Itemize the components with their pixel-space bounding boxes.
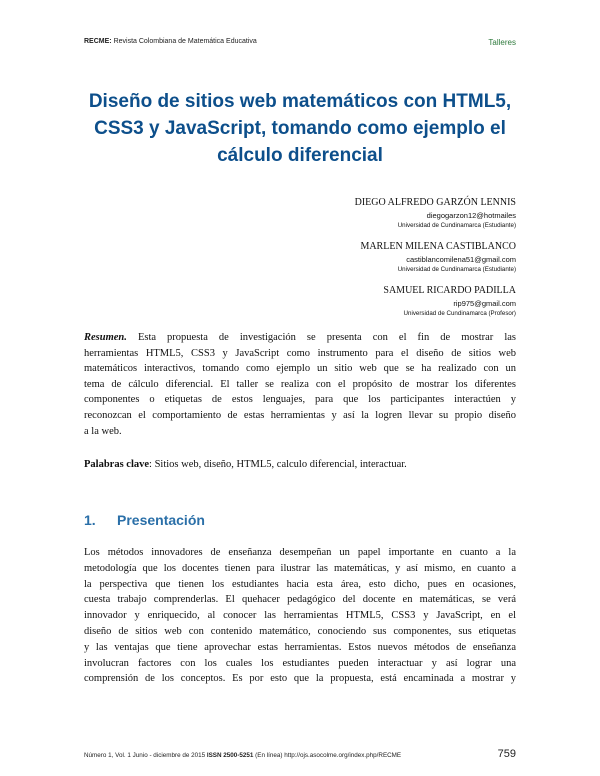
author-list: [216, 196, 516, 328]
author-name: MARLEN MILENA CASTIBLANCO: [360, 241, 516, 252]
body-line: y las ventajas que tiene aprovechar estas herramientas. Estos nuevos métodos de enseñanza: [84, 641, 516, 653]
section-heading: [84, 512, 205, 528]
author-affiliation: Universidad de Cundinamarca (Estudiante): [397, 222, 516, 229]
keywords-label: Palabras clave: [84, 459, 150, 470]
footer-online: (En línea): [255, 752, 283, 759]
body-paragraph: [84, 545, 516, 687]
page-number: 759: [497, 748, 516, 760]
page-footer: [84, 748, 516, 764]
author-block: [216, 284, 516, 318]
journal-abbreviation: RECME:: [84, 38, 112, 45]
abstract-line: tema de cálculo diferencial. El taller se realiza con el propósito de mostrar los diferentes: [84, 378, 516, 390]
author-affiliation: Universidad de Cundinamarca (Estudiante): [397, 266, 516, 273]
author-email: diegogarzon12@hotmailes: [426, 211, 516, 220]
body-line: comprensión de los conceptos. Es por esto que la propuesta, está encaminada a mostrar y: [84, 673, 516, 685]
keywords-text: : Sitios web, diseño, HTML5, calculo diferencial, interactuar.: [149, 459, 407, 470]
title-line: CSS3 y JavaScript, tomando como ejemplo el: [94, 118, 506, 139]
author-block: [216, 240, 516, 274]
body-line: la perspectiva que tienen los estudiantes hacia esta área, esto dicho, pues en ocasiones,: [84, 578, 516, 590]
body-line: diseño de sitios web con contenido matemático, conociendo sus componentes, sus etiquetas: [84, 625, 516, 637]
abstract-line: [84, 330, 516, 346]
author-name: SAMUEL RICARDO PADILLA: [383, 285, 516, 296]
body-line: Los métodos innovadores de enseñanza desempeñan un papel importante en cuanto a la: [84, 547, 516, 558]
footer-issn: ISSN 2500-5251: [206, 752, 254, 759]
author-name: DIEGO ALFREDO GARZÓN LENNIS: [354, 197, 516, 208]
abstract-line: matemáticos interactivos, tomando como ejemplo un sitio web que se ha realizado con un: [84, 363, 516, 375]
journal-full-name: Revista Colombiana de Matemática Educativa: [113, 38, 257, 45]
abstract-label: Resumen.: [84, 332, 127, 343]
author-email: castiblancomilena51@gmail.com: [406, 255, 516, 264]
abstract-line: a la web.: [84, 425, 122, 437]
keywords: [84, 457, 516, 472]
abstract-line: herramientas HTML5, CSS3 y JavaScript como instrumento para el diseño de sitios web: [84, 347, 516, 359]
footer-url[interactable]: http://ojs.asocolme.org/index.php/RECME: [284, 752, 402, 759]
author-block: [216, 196, 516, 230]
abstract-line: componentes o etiquetas de estos lenguajes, para que los participantes interactúen y: [84, 394, 516, 406]
journal-name: [84, 38, 257, 45]
body-line: involucran factores con los cuales los estudiantes pueden interactuar y así lograr una: [84, 657, 516, 669]
section-number: 1.: [84, 512, 96, 528]
footer-issue: Número 1, Vol. 1 Junio - diciembre de 2015: [84, 752, 206, 759]
paper-title: [84, 88, 516, 169]
abstract-text: Esta propuesta de investigación se presenta con el fin de mostrar las: [137, 332, 516, 343]
author-email: rip975@gmail.com: [453, 299, 516, 308]
body-line: innovador y enriquecido, al conocer las herramientas HTML5, CSS3 y JavaScript, en el: [84, 610, 516, 622]
footer-info: [84, 752, 401, 759]
page-header: [84, 38, 516, 52]
title-line: Diseño de sitios web matemáticos con HTML5,: [88, 91, 512, 112]
section-title: Presentación: [117, 512, 205, 528]
body-line: cuesta trabajo comprenderlas. El quehacer pedagógico del docente en matemáticas, se verá: [84, 594, 516, 606]
body-line: metodología que los docentes tienen para ilustrar las matemáticas, y así mismo, en cuanto a: [84, 562, 516, 574]
author-affiliation: Universidad de Cundinamarca (Profesor): [403, 310, 516, 317]
abstract-line: reconozcan el comportamiento de estas herramientas y así la logren llevar su propio diseño: [84, 409, 516, 421]
abstract: [84, 330, 516, 439]
title-line: cálculo diferencial: [217, 145, 383, 166]
section-label: Talleres: [488, 38, 516, 47]
